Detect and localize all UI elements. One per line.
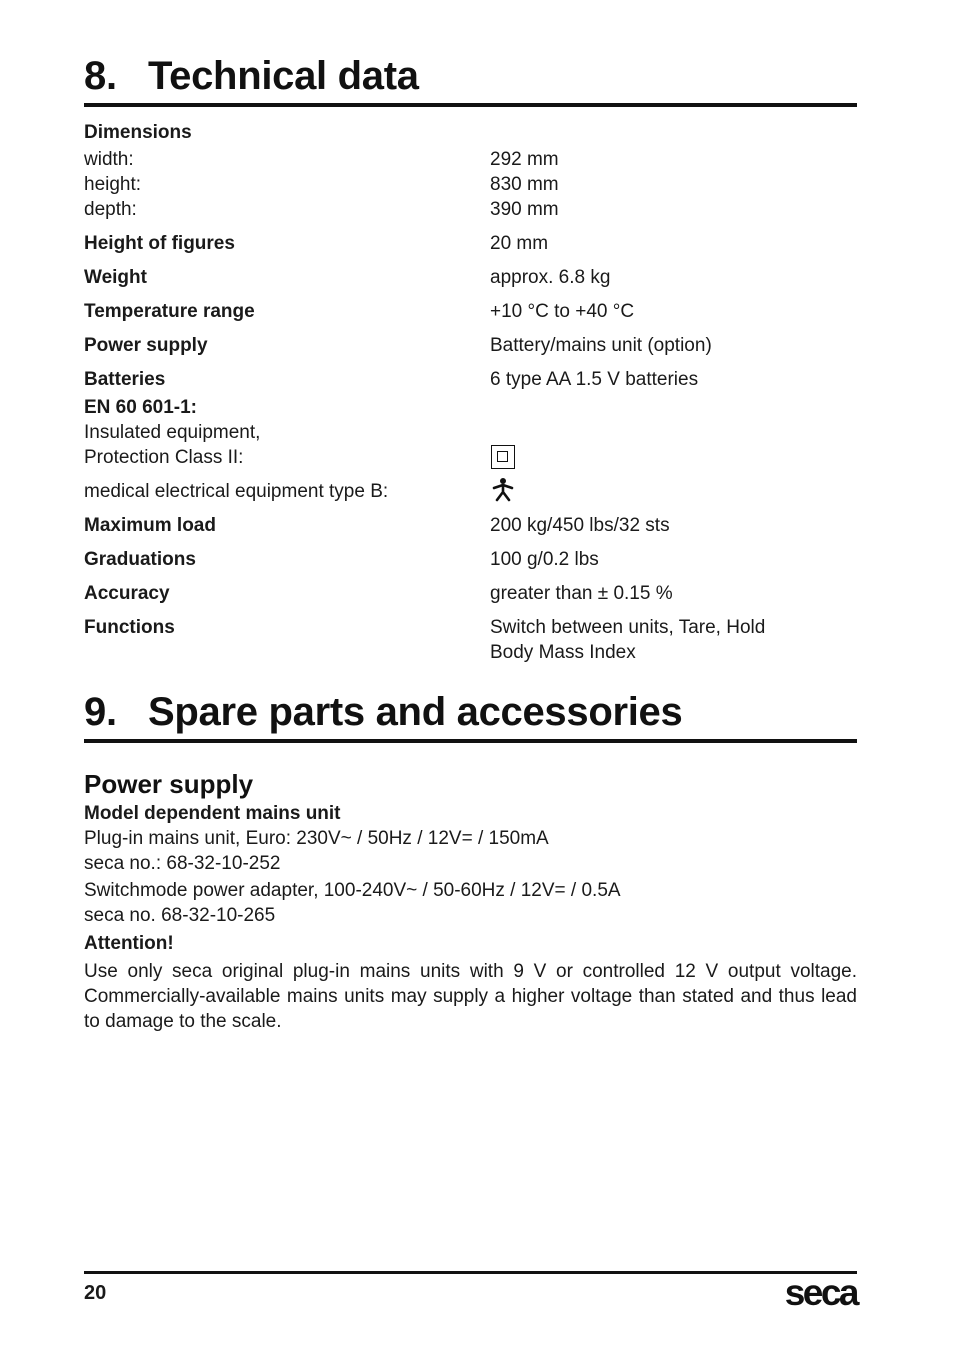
height-label: height: [84, 174, 142, 195]
functions-label: Functions [84, 617, 175, 638]
spec-value: +10 °C to +40 °C [490, 301, 635, 322]
page-number: 20 [84, 1282, 107, 1304]
mains-unit-line: Plug-in mains unit, Euro: 230V~ / 50Hz / 12V= / 150mA [84, 828, 549, 849]
spec-label: Weight [84, 267, 147, 288]
spec-value: 100 g/0.2 lbs [490, 549, 599, 570]
insulated-line1: Insulated equipment, [84, 422, 261, 443]
spec-label: Accuracy [84, 583, 170, 604]
type-b-person-icon [492, 477, 514, 503]
functions-line1: Switch between units, Tare, Hold [490, 617, 766, 638]
spec-label: Maximum load [84, 515, 216, 536]
spec-label: Batteries [84, 369, 166, 390]
en-heading: EN 60 601-1: [84, 397, 198, 418]
section-9-rule [84, 739, 857, 743]
section-8-rule [84, 103, 857, 107]
seca-number-line-2: seca no. 68-32-10-265 [84, 905, 276, 926]
spec-value: 20 mm [490, 233, 549, 254]
type-b-label: medical electrical equipment type B: [84, 481, 389, 502]
spec-value: greater than ± 0.15 % [490, 583, 673, 604]
section-9-number: 9. [84, 690, 117, 734]
seca-number-line: seca no.: 68-32-10-252 [84, 853, 281, 874]
width-label: width: [84, 149, 134, 170]
section-8-number: 8. [84, 54, 117, 98]
spec-value: 200 kg/450 lbs/32 sts [490, 515, 670, 536]
attention-heading: Attention! [84, 933, 174, 954]
spec-label: Height of figures [84, 233, 235, 254]
footer-rule [84, 1271, 857, 1274]
model-heading: Model dependent mains unit [84, 803, 341, 824]
attention-text: Use only seca original plug-in mains units with 9 V or controlled 12 V output voltage. Commercially-available mains units may supply a higher voltage than stated and thus lead to damage to the scale. [84, 961, 857, 1032]
dimensions-heading: Dimensions [84, 122, 192, 143]
spec-label: Temperature range [84, 301, 255, 322]
power-supply-subheading: Power supply [84, 769, 254, 799]
section-9-title: Spare parts and accessories [148, 690, 683, 734]
depth-label: depth: [84, 199, 137, 220]
depth-value: 390 mm [490, 199, 559, 220]
seca-logo: seca [784, 1272, 857, 1313]
spec-value: approx. 6.8 kg [490, 267, 611, 288]
width-value: 292 mm [490, 149, 559, 170]
functions-line2: Body Mass Index [490, 642, 636, 663]
adapter-line: Switchmode power adapter, 100-240V~ / 50-60Hz / 12V= / 0.5A [84, 880, 621, 901]
double-square-icon [491, 445, 515, 469]
spec-value: Battery/mains unit (option) [490, 335, 712, 356]
spec-label: Power supply [84, 335, 208, 356]
insulated-line2: Protection Class II: [84, 447, 244, 468]
section-8-title: Technical data [148, 54, 419, 98]
spec-value: 6 type AA 1.5 V batteries [490, 369, 699, 390]
spec-label: Graduations [84, 549, 196, 570]
height-value: 830 mm [490, 174, 559, 195]
